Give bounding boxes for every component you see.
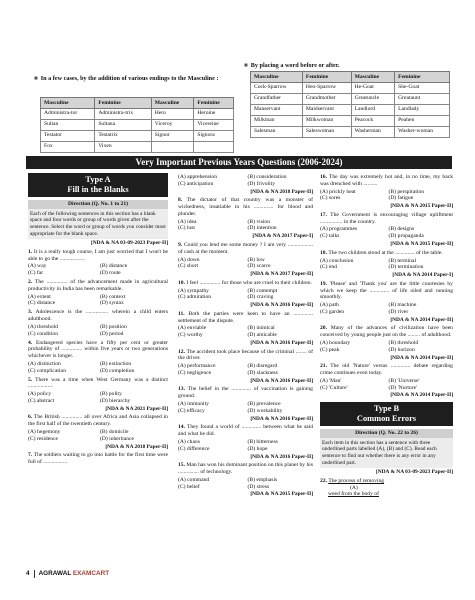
direction-text: Each of the following sentences in this section has a blank space and four words or group of words given after the sentence. Select the word or group of words you consider most appropriate for the blank space. (28, 209, 168, 239)
direction-tag: [NDA & NA 03-09-2023 Paper-II] (375, 469, 453, 476)
intro-right-text: By placing a word before or after. (250, 62, 340, 69)
answer-option: (C) far (28, 270, 44, 277)
exam-tag: [NDA & NA 2014 Paper-II] (390, 392, 453, 399)
answer-option: (B) position (100, 323, 127, 330)
answer-option: (A) immunity (178, 401, 209, 408)
question-text: The accident took place because of the criminal ........ of the driver. (178, 348, 313, 362)
question-number: 12. (178, 348, 185, 355)
table-cell: Grandmother (302, 94, 351, 105)
exam-tag: [NDA & NA 2014 Paper-II] (390, 316, 453, 323)
question-item (28, 279, 168, 307)
answer-option: (D) workability (247, 407, 283, 414)
answer-option: (A) sympathy (178, 287, 209, 294)
gender-table-prefix (250, 71, 450, 138)
question-number: 11. (178, 310, 185, 317)
answer-options (178, 219, 313, 233)
answer-option: (A) extent (28, 293, 51, 300)
question-item (178, 386, 313, 422)
answer-option: (D) fatigue (388, 195, 414, 202)
answer-option: (C) sores (320, 195, 341, 202)
exam-tag: [NDA & NA 2016 Paper-II] (250, 415, 313, 422)
direction-label: Direction (Q. No. 1 to 21) (28, 200, 168, 209)
question-item (178, 197, 313, 240)
question-item (178, 311, 313, 347)
type-b-title: Type B (373, 404, 400, 414)
table-header: Masculine (351, 72, 395, 83)
question-number: 9. (178, 241, 183, 248)
answer-option: (B) threshold (388, 340, 419, 346)
direction-tag: [NDA & NA 03-09-2023 Paper-II] (90, 240, 168, 247)
question-number: 22. (320, 477, 327, 484)
answer-option: (B) emphasis (247, 476, 278, 483)
exam-tag: [NDA & NA 2016 Paper-II] (250, 377, 313, 384)
answer-options (178, 257, 313, 271)
table-header: Masculine (41, 98, 95, 109)
answer-option: (B) domicile (100, 429, 129, 436)
answer-options (28, 263, 168, 277)
answer-option: (B) terminal (388, 257, 416, 264)
answer-options (28, 324, 168, 338)
answer-option: (D) propaganda (388, 233, 424, 240)
question-number: 21. (320, 363, 327, 370)
answer-option: (A) boundary (320, 340, 351, 346)
exam-tag: [NDA & NA 2014 Paper-II] (390, 354, 453, 361)
table-cell: Washer-woman (395, 127, 450, 138)
question-number: 19. (320, 280, 327, 287)
question-item (178, 424, 313, 460)
answer-option: (D) hierarchy (100, 398, 131, 405)
table-cell: Hen-Sparrow (302, 83, 351, 94)
question-text: Both the parties were keen to have an .............. settlement of the dispute. (178, 310, 313, 324)
page-number: 4 (26, 570, 35, 578)
gender-table-endings (40, 97, 234, 153)
table-cell: Heroine (194, 109, 234, 120)
table-header-row (41, 98, 234, 109)
answer-options (28, 429, 168, 443)
answer-option: (A) hegemony (28, 429, 61, 436)
question-text: The process of removing (328, 477, 385, 484)
answer-option: (C) distance (28, 300, 56, 307)
page-footer (26, 570, 176, 578)
question-list (320, 174, 453, 399)
answer-option: (D) amicable (247, 332, 277, 339)
question-item (28, 309, 168, 337)
answer-option: (C) talks (320, 233, 340, 240)
table-row (41, 109, 234, 120)
question-item (178, 174, 313, 195)
table-cell: He-Goat (351, 83, 395, 94)
table-cell: Vixen (95, 142, 151, 153)
question-item (28, 414, 168, 450)
answer-option: (B) polity (100, 391, 122, 398)
answer-option: (A) threshold (28, 323, 58, 330)
question-number: 8. (178, 197, 183, 204)
question-item (28, 340, 168, 375)
column-1 (28, 173, 168, 466)
table-cell: Landlady (395, 105, 450, 116)
type-b-box (320, 402, 453, 426)
exam-tag: [NDA & NA 2015 Paper-II] (390, 203, 453, 210)
question-item (178, 242, 313, 278)
table-cell: Maidservant (302, 105, 351, 116)
question-text: Many of the advances of civilization have been conceived by young people just on the ......... of adulthood. (320, 325, 453, 339)
direction-label: Direction (Q. No. 22 to 26) (320, 429, 453, 438)
table-cell: Manservant (251, 105, 303, 116)
answer-options (320, 226, 453, 240)
table-row (251, 105, 450, 116)
question-text: Endangered species have a fifty per cent or greater probability of ............... within five years or two generations whichever is longer. (28, 339, 168, 360)
answer-option: (D) frivolity (247, 180, 275, 187)
answer-option: (B) bitterness (247, 438, 278, 445)
answer-option: (B) designs (388, 226, 415, 233)
answer-options (178, 325, 313, 339)
question-item (320, 363, 453, 399)
question-text: The old 'Nature' versus .............. debate regarding crime continues even today. (320, 363, 453, 377)
answer-option: (B) extinction (100, 360, 132, 367)
table-header-row (251, 72, 450, 83)
table-cell: Salesman (251, 127, 303, 138)
question-number: 16. (320, 174, 327, 180)
answer-options (178, 439, 313, 453)
type-a-box (28, 173, 168, 197)
table-cell: Administra-trix (95, 109, 151, 120)
answer-option: (B) perspiration (388, 188, 425, 195)
question-number: 17. (320, 211, 327, 218)
question-text: Adolescence is the ................ wherein a child enters adulthood. (28, 309, 169, 323)
answer-options (28, 391, 168, 405)
table-cell: Administra-tor (41, 109, 95, 120)
answer-options (320, 302, 453, 316)
answer-option: (C) belief (178, 483, 200, 490)
type-a-title: Type A (85, 175, 111, 184)
question-item (320, 281, 453, 324)
type-a-subtitle: Fill in the Blanks (67, 185, 129, 194)
answer-option: (A) prickly heat (320, 188, 356, 195)
answer-option: (A) programmes (320, 226, 358, 233)
answer-option: (B) contempt (247, 287, 278, 294)
table-cell: Fox (41, 142, 95, 153)
question-number: 15. (178, 462, 185, 469)
table-row (251, 83, 450, 94)
table-cell: Hero (151, 109, 194, 120)
answer-option: (A) way (28, 263, 47, 270)
intro-left (34, 75, 234, 83)
question-item (320, 212, 453, 248)
question-number: 2. (28, 279, 33, 286)
table-header: Feminine (302, 72, 351, 83)
answer-option: (A) conclusion (320, 257, 354, 264)
table-cell: Sultana (95, 120, 151, 131)
question-tail: weed from the body of (328, 491, 379, 498)
question-text: The British ............... all over Africa and Asia collapsed in the first half of the twentieth century. (28, 414, 168, 428)
answer-option: (D) termination (388, 264, 424, 271)
table-row (251, 127, 450, 138)
question-number: 3. (28, 309, 33, 316)
table-cell: Greatuncle (351, 94, 395, 105)
question-item (320, 250, 453, 279)
brand-left: AGRAWAL (38, 570, 72, 577)
answer-options (178, 363, 313, 377)
answer-option: (A) idea (178, 218, 197, 225)
answer-option: (D) syntax (100, 300, 124, 307)
answer-options (320, 340, 453, 354)
question-text: Could you lend me some money ? I am very .................. of cash at the moment. (178, 241, 313, 255)
table-row (251, 116, 450, 127)
question-item (178, 280, 313, 309)
answer-option: (D) slackness (247, 370, 278, 377)
question-item (28, 377, 168, 413)
table-row (41, 131, 234, 142)
answer-option: (B) distance (100, 263, 128, 270)
table-cell: Testatrix (95, 131, 151, 142)
question-text: They found a world of .............. between what he said and what he did. (178, 424, 313, 438)
answer-option: (B) disregard (247, 363, 278, 370)
table-cell: Washerman (351, 127, 395, 138)
question-text: There was a time when West Germany was a distinct .................. (28, 376, 168, 390)
answer-option: (D) stress (247, 483, 270, 490)
answer-option: (C) abstract (28, 398, 55, 405)
question-list (28, 249, 168, 466)
exam-tag: [NDA & NA 2017 Paper-I] (252, 233, 313, 240)
answer-options (28, 361, 168, 375)
question-text: 'Please' and 'Thank you' are the little courtesies by which we keep the .............. of life oiled and running smoothly. (320, 280, 453, 301)
table-header: Feminine (395, 72, 450, 83)
table-cell: Greataunt (395, 94, 450, 105)
answer-option: (A) enviable (178, 325, 207, 332)
table-cell: Milkwoman (302, 116, 351, 127)
answer-options (178, 477, 313, 491)
answer-option: (B) prevalence (247, 401, 281, 408)
answer-option: (B) vision (247, 218, 271, 225)
bullet-icon: ■ (244, 62, 248, 69)
section-banner: Very Important Previous Years Questions (2006-2024) (26, 156, 452, 169)
table-cell (194, 142, 234, 153)
question-text: The soldiers waiting to go into battle for the first time were full of ................. (28, 452, 168, 466)
question-number: 1. (28, 248, 33, 255)
answer-option: (C) difference (178, 445, 210, 452)
answer-option: (D) craving (247, 294, 274, 301)
answer-option: (A) 'Man' (320, 377, 342, 384)
table-row (251, 94, 450, 105)
answer-option: (C) lust (178, 225, 195, 232)
table-cell: Landlord (351, 105, 395, 116)
question-item (320, 325, 453, 361)
answer-option: (B) consideration (247, 174, 287, 180)
question-number: 13. (178, 386, 185, 393)
question-text: The Government is encouraging village upliftment ................ in the country. (320, 211, 453, 225)
table-cell: Vicereine (194, 120, 234, 131)
table-cell: Grandfather (251, 94, 303, 105)
table-cell: Milkman (251, 116, 303, 127)
answer-option: (D) 'Nurture' (388, 384, 418, 391)
question-number: 20. (320, 325, 327, 332)
answer-options (178, 288, 313, 302)
answer-option: (A) path (320, 302, 339, 309)
answer-option: (A) command (178, 476, 210, 483)
answer-option: (D) inheritance (100, 435, 135, 442)
answer-option: (D) hope (247, 445, 268, 452)
answer-option: (B) 'Universe' (388, 377, 420, 384)
table-header: Feminine (95, 98, 151, 109)
answer-options (320, 258, 453, 272)
answer-option: (D) completion (100, 367, 135, 374)
question-number: 4. (28, 339, 33, 346)
answer-option: (D) scarce (247, 263, 271, 270)
exam-tag: [NDA & NA 2016 Paper-II] (250, 302, 313, 309)
question-number: 10. (178, 279, 185, 286)
exam-tag: [NDA & NA 2021 Paper-II] (105, 405, 168, 412)
intro-right (244, 62, 454, 70)
exam-tag: [NDA & NA 2018 Paper-II] (250, 188, 313, 195)
answer-option: (C) negligence (178, 370, 212, 377)
answer-option: (C) anticipation (178, 180, 214, 187)
bullet-icon: ■ (34, 75, 38, 82)
answer-option: (D) period (100, 330, 124, 337)
table-row (41, 120, 234, 131)
question-text: Man has won his dominant position on this planet by his ............... of technology. (178, 462, 313, 475)
question-number: 14. (178, 424, 185, 431)
answer-option: (A) policy (28, 391, 52, 398)
exam-tag: [NDA & NA 2015 Paper-II] (250, 491, 313, 498)
question-item (178, 462, 313, 498)
question-number: 5. (28, 376, 33, 383)
answer-option: (B) low (247, 256, 265, 263)
table-cell: She-Goat (395, 83, 450, 94)
answer-option: (A) down (178, 256, 200, 263)
table-cell: Viceroy (151, 120, 194, 131)
answer-option: (A) performance (178, 363, 216, 370)
table-cell: Peacock (351, 116, 395, 127)
exam-tag: [NDA & NA 2016 Paper-II] (250, 340, 313, 346)
underline-label: (A) (350, 484, 358, 491)
exam-tag: [NDA & NA 2014 Paper-I] (392, 272, 453, 279)
exam-tag: [NDA & NA 2017 Paper-II] (250, 271, 313, 278)
question-number: 6. (28, 414, 33, 421)
direction-text: Each item in this section has a sentence with three underlined parts labelled (A), (B) and (C). Read each sentence to find out whether there is any error in any underlined part. (320, 438, 453, 468)
table-header: Masculine (251, 72, 303, 83)
answer-option: (D) route (100, 270, 121, 277)
answer-option: (A) apprehension (178, 174, 217, 180)
question-text: The two children stood at the .............. of the table. (328, 249, 443, 256)
answer-option: (C) admiration (178, 294, 212, 301)
answer-options (178, 174, 313, 188)
type-b-subtitle: Common Errors (356, 414, 417, 424)
answer-option: (D) intention (247, 225, 277, 232)
answer-option: (C) short (178, 263, 199, 270)
answer-option: (C) end (320, 264, 337, 271)
question-text: The ............... of the advancement made in agricultural productivity in India has been remarkable. (28, 279, 168, 292)
question-text: The belief in the .............. of vaccination is gaining ground. (178, 386, 313, 400)
answer-options (320, 189, 453, 203)
question-item (28, 452, 168, 466)
table-cell: Cock-Sparrow (251, 83, 303, 94)
answer-option: (B) context (100, 293, 126, 300)
answer-option: (B) machine (388, 302, 417, 309)
table-cell: Saleswoman (302, 127, 351, 138)
answer-options (320, 378, 453, 392)
table-cell: Signora (194, 131, 234, 142)
table-cell: Sultan (41, 120, 95, 131)
answer-option: (A) chaos (178, 438, 200, 445)
answer-option: (D) horizon (388, 346, 415, 353)
answer-options (28, 294, 168, 308)
table-row (41, 142, 234, 153)
answer-option: (C) residence (28, 435, 58, 442)
answer-option: (C) 'Culture' (320, 384, 348, 391)
question-text: I feel ............... for those who are cruel to their children. (186, 279, 312, 286)
question-item (320, 174, 453, 210)
question-item (320, 478, 453, 485)
answer-option: (C) peak (320, 346, 340, 353)
table-header: Feminine (194, 98, 234, 109)
table-cell: Signor (151, 131, 194, 142)
answer-option: (C) garden (320, 308, 345, 315)
brand-logo (39, 570, 110, 577)
answer-option: (C) condition (28, 330, 58, 337)
question-list (178, 174, 313, 498)
question-number: 18. (320, 249, 327, 256)
brand-right: EXAMCART (72, 570, 110, 577)
table-header: Masculine (151, 98, 194, 109)
question-text: It is a really tough course, I am just worried that I won't be able to go the .................. (28, 248, 169, 262)
question-number: 7. (28, 452, 33, 459)
column-3 (320, 172, 453, 498)
question-text: The day was extremely hot and, in no time, my back was drenched with .......... (320, 174, 453, 187)
table-cell: Testator (41, 131, 95, 142)
question-item (178, 349, 313, 385)
answer-option: (A) distinction (28, 360, 61, 367)
exam-tag: [NDA & NA 2018 Paper-II] (105, 443, 168, 450)
table-cell: Peahen (395, 116, 450, 127)
intro-left-text: In a few cases, by the addition of various endings to the Masculine : (40, 75, 219, 82)
exam-tag: [NDA & NA 2015 Paper-II] (390, 241, 453, 248)
answer-option: (B) inimical (247, 325, 275, 332)
answer-options (178, 401, 313, 415)
question-item (28, 249, 168, 277)
table-cell (151, 142, 194, 153)
answer-option: (C) efficacy (178, 407, 205, 414)
answer-option: (C) worthy (178, 332, 203, 339)
answer-option: (D) river (388, 308, 409, 315)
question-text: The dictator of that country was a monster of wickedness, insatiable in his .............. for blood and plunder. (178, 197, 313, 217)
column-2 (178, 172, 313, 498)
exam-tag: [NDA & NA 2016 Paper-II] (250, 453, 313, 460)
answer-option: (C) complication (28, 367, 67, 374)
